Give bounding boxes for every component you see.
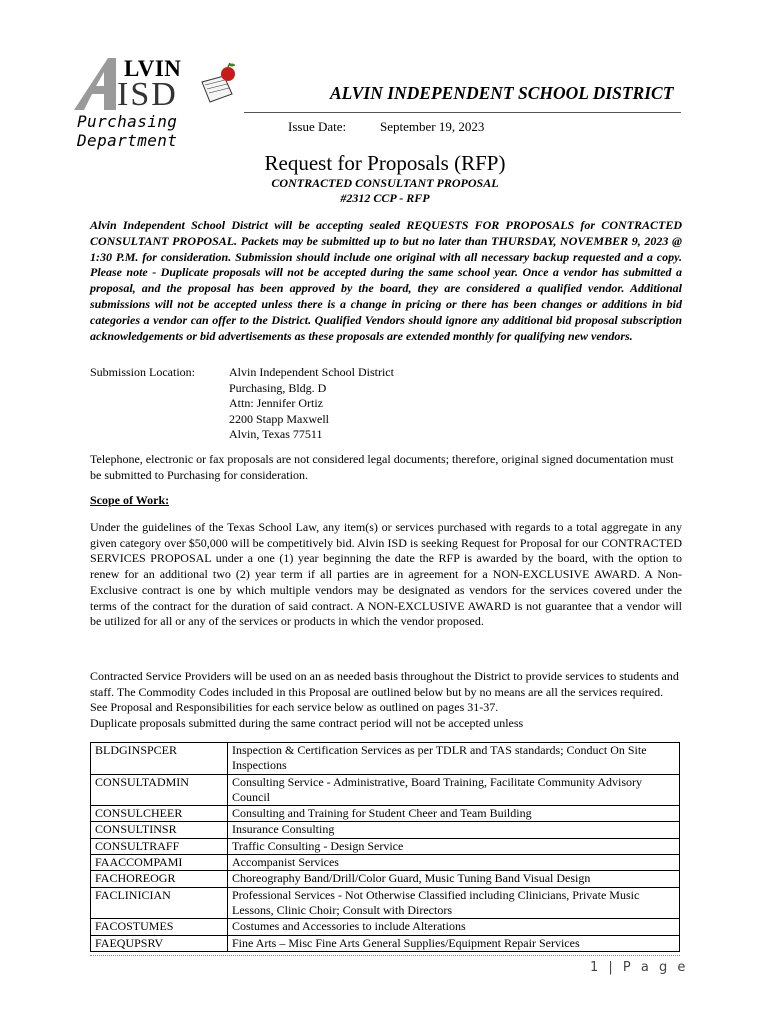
commodity-code: CONSULCHEER — [91, 806, 228, 822]
page-number: 1 | P a g e — [590, 960, 689, 975]
table-row — [91, 774, 680, 806]
alvin-isd-logo — [74, 54, 249, 150]
table-row — [91, 935, 680, 951]
commodity-codes-table — [90, 742, 680, 952]
telephone-notice: Telephone, electronic or fax proposals are not considered legal documents; therefore, original signed documentation must be submitted to Purchasing for consideration. — [90, 452, 674, 482]
commodity-description: Choreography Band/Drill/Color Guard, Music Tuning Band Visual Design — [228, 871, 680, 887]
issue-date-label: Issue Date: — [288, 119, 347, 134]
commodity-code: FACOSTUMES — [91, 919, 228, 935]
commodity-code: CONSULTINSR — [91, 822, 228, 838]
table-row — [91, 871, 680, 887]
commodity-description: Consulting and Training for Student Cheer and Team Building — [228, 806, 680, 822]
submission-address — [229, 365, 394, 443]
commodity-description: Inspection & Certification Services as per TDLR and TAS standards; Conduct On Site Inspections — [228, 743, 680, 775]
intro-paragraph: Alvin Independent School District will be accepting sealed REQUESTS FOR PROPOSALS for CONTRACTED CONSULTANT PROPOSAL. Packets may be submitted up to but no later than THURSDAY, NOVEMBER 9, 2023 @ 1:30 P.M. for consideration. Submission should include one original with all necessary backup requested and a copy. Please note - Duplicate proposals will not be accepted during the same school year. Once a vendor has submitted a proposal, and the proposal has been approved by the board, they are considered a qualified vendor. Additional submissions will not be accepted unless there is a change in pricing or there has been changes or additions in bid categories a vendor can offer to the District. Qualified Vendors should ignore any additional bid proposal subscription acknowledgements or bid advertisements as these proposals are extended monthly for qualifying new vendors. — [90, 218, 682, 343]
address-line: Alvin Independent School District — [229, 365, 394, 379]
commodity-description: Insurance Consulting — [228, 822, 680, 838]
footer-divider — [90, 955, 680, 956]
commodity-description: Fine Arts – Misc Fine Arts General Supplies/Equipment Repair Services — [228, 935, 680, 951]
providers-text: Contracted Service Providers will be used on an as needed basis throughout the District to provide services to students and staff. The Commodity Codes included in this Proposal are outlined below but by no means are all the services required. See Proposal and Responsibilities for each service below as outlined on pages 31-37. — [90, 669, 679, 715]
scope-heading: Scope of Work: — [90, 493, 170, 507]
logo-isd-text: ISD — [117, 76, 178, 113]
logo-department-text: Purchasing Department — [77, 112, 178, 150]
table-row — [91, 806, 680, 822]
scope-paragraph: Under the guidelines of the Texas School Law, any item(s) or services purchased with regards to a total aggregate in any given category over $50,000 will be competitively bid. Alvin ISD is seeking Request for Proposal for our CONTRACTED SERVICES PROPOSAL under a one (1) year beginning the date the RFP is awarded by the board, with the option to renew for an additional two (2) year term if all parties are in agreement for a NON-EXCLUSIVE AWARD. A Non-Exclusive contract is one by which multiple vendors may be designated as vendors for the services covered under the terms of the contract for the duration of said contract. A NON-EXCLUSIVE AWARD is not guarantee that a vendor will be utilized for all or any of the services or products in which the vendor proposed. — [90, 520, 682, 629]
commodity-code: CONSULTRAFF — [91, 838, 228, 854]
commodity-description: Professional Services - Not Otherwise Classified including Clinicians, Private Music Lessons, Clinic Choir; Consult with Directors — [228, 887, 680, 919]
table-row — [91, 919, 680, 935]
issue-date-value: September 19, 2023 — [380, 119, 485, 134]
address-line: 2200 Stapp Maxwell — [229, 411, 329, 426]
commodity-code: FAEQUPSRV — [91, 935, 228, 951]
table-row — [91, 822, 680, 838]
table-row — [91, 887, 680, 919]
commodity-description: Consulting Service - Administrative, Board Training, Facilitate Community Advisory Council — [228, 774, 680, 806]
duplicate-notice: Duplicate proposals submitted during the same contract period will not be accepted unless — [90, 716, 524, 731]
document-subtitle: CONTRACTED CONSULTANT PROPOSAL — [271, 176, 499, 190]
table-row — [91, 855, 680, 871]
district-name: ALVIN INDEPENDENT SCHOOL DISTRICT — [330, 83, 674, 103]
commodity-code: FACHOREOGR — [91, 871, 228, 887]
table-row — [91, 838, 680, 854]
rfp-number: #2312 CCP - RFP — [340, 191, 430, 205]
submission-location-label: Submission Location: — [90, 365, 195, 379]
commodity-code: FACLINICIAN — [91, 887, 228, 919]
book-apple-icon — [202, 63, 235, 102]
commodity-description: Costumes and Accessories to include Alterations — [228, 919, 680, 935]
table-row — [91, 743, 680, 775]
commodity-code: CONSULTADMIN — [91, 774, 228, 806]
commodity-code: FAACCOMPAMI — [91, 855, 228, 871]
commodity-code: BLDGINSPCER — [91, 743, 228, 775]
logo-lvin-text: LVIN — [124, 56, 182, 81]
header-divider — [244, 112, 681, 113]
address-line: Alvin, Texas 77511 — [229, 427, 323, 442]
commodity-description: Accompanist Services — [228, 855, 680, 871]
commodity-description: Traffic Consulting - Design Service — [228, 838, 680, 854]
address-line: Attn: Jennifer Ortiz — [229, 396, 323, 411]
document-title: Request for Proposals (RFP) — [264, 151, 506, 175]
providers-paragraph — [90, 669, 682, 732]
address-line: Purchasing, Bldg. D — [229, 380, 327, 395]
